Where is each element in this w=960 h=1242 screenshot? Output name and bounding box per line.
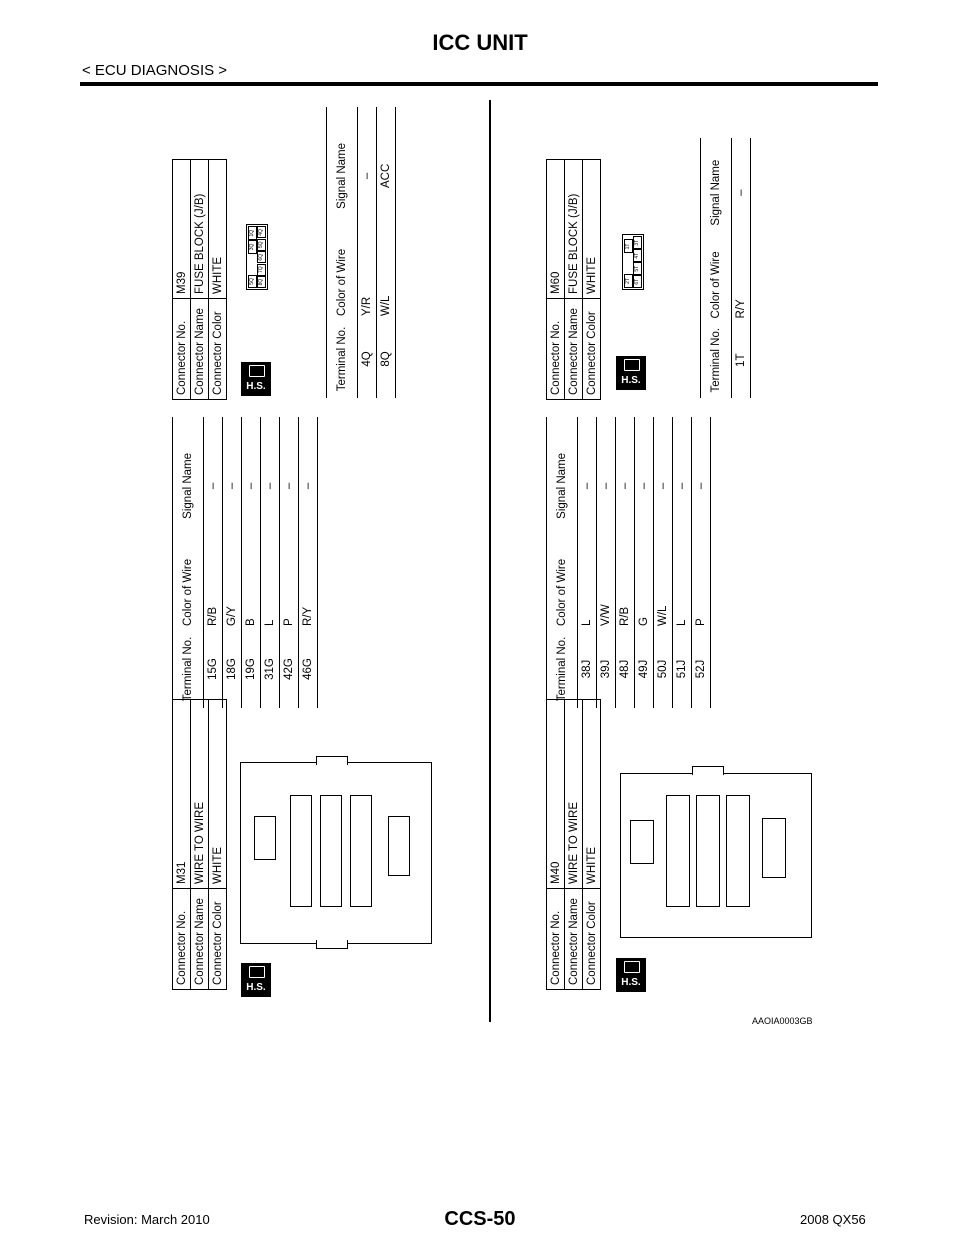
figure-code: AAOIA0003GB — [752, 1016, 813, 1026]
m39-col-wire: Color of Wire — [327, 245, 358, 320]
table-row: 46G R/Y – — [299, 417, 318, 708]
m40-connector-no: M40 — [547, 700, 565, 889]
m39-no-label: Connector No. — [173, 299, 191, 400]
m40-info-block — [546, 699, 601, 990]
m60-terminal-table — [700, 138, 751, 398]
m39-color-label: Connector Color — [209, 299, 227, 400]
table-row: 42G P – — [280, 417, 299, 708]
m40-harness-side-icon: H.S. — [616, 958, 646, 992]
table-row: 8Q W/L ACC — [377, 107, 396, 398]
m40-pin-group-4 — [726, 795, 750, 907]
table-row: 38J L – — [578, 417, 597, 708]
m40-connector-name: WIRE TO WIRE — [565, 700, 583, 889]
m60-terminal-table-block — [700, 138, 751, 398]
m39-pin: 3Q — [248, 240, 257, 253]
m31-harness-side-icon: H.S. — [241, 963, 271, 997]
m39-connector-name: FUSE BLOCK (J/B) — [191, 160, 209, 299]
m60-pin: 3T — [633, 237, 642, 250]
m40-name-label: Connector Name — [565, 889, 583, 990]
m60-pin: 2T — [624, 274, 633, 288]
table-row: 1T R/Y – — [732, 138, 751, 398]
table-row: 49J G – — [635, 417, 654, 708]
m60-name-label: Connector Name — [565, 299, 583, 400]
m39-terminal-table — [326, 107, 396, 398]
m40-col-wire: Color of Wire — [547, 555, 578, 630]
m31-name-label: Connector Name — [191, 889, 209, 990]
vehicle-model: 2008 QX56 — [800, 1212, 866, 1227]
m31-pin-group-4 — [350, 795, 372, 907]
m31-info-block — [172, 699, 227, 990]
table-row: 15G R/B – — [204, 417, 223, 708]
m39-pin: 4Q — [257, 226, 266, 238]
m39-pin: 6Q — [257, 251, 266, 263]
table-row: 19G B – — [242, 417, 261, 708]
m60-info-block — [546, 159, 601, 400]
m39-info-block — [172, 159, 227, 400]
m31-connector-latch — [316, 756, 348, 765]
header-rule — [80, 82, 878, 86]
m39-terminal-table-block — [326, 107, 396, 398]
m40-color-label: Connector Color — [583, 889, 601, 990]
m40-no-label: Connector No. — [547, 889, 565, 990]
m40-col-terminal: Terminal No. — [547, 630, 578, 708]
m31-pin-group-1 — [254, 816, 276, 860]
m60-col-terminal: Terminal No. — [701, 322, 732, 398]
m31-pin-group-5 — [388, 816, 410, 876]
m40-pin-group-2 — [666, 795, 690, 907]
m31-pin-group-3 — [320, 795, 342, 907]
m31-col-signal: Signal Name — [173, 417, 204, 555]
m31-color-label: Connector Color — [209, 889, 227, 990]
m60-col-wire: Color of Wire — [701, 247, 732, 322]
m40-terminal-table-block — [546, 417, 711, 708]
table-row: 50J W/L – — [654, 417, 673, 708]
m60-pin: 5T — [633, 263, 642, 276]
m60-color-label: Connector Color — [583, 299, 601, 400]
m39-pin: 1Q — [248, 226, 257, 239]
m39-pin: 8Q — [257, 276, 266, 288]
m31-no-label: Connector No. — [173, 889, 191, 990]
m40-pin-group-3 — [696, 795, 720, 907]
m60-no-label: Connector No. — [547, 299, 565, 400]
m60-harness-side-icon: H.S. — [616, 356, 646, 390]
m31-pin-group-2 — [290, 795, 312, 907]
m60-pin: 4T — [633, 250, 642, 263]
m31-info-table — [172, 699, 227, 990]
revision-date: Revision: March 2010 — [84, 1212, 210, 1227]
m39-col-terminal: Terminal No. — [327, 320, 358, 398]
m60-col-signal: Signal Name — [701, 138, 732, 247]
m60-pin: 6T — [633, 276, 642, 289]
m31-connector-name: WIRE TO WIRE — [191, 700, 209, 889]
table-row: 4Q Y/R – — [358, 107, 377, 398]
m60-connector-name: FUSE BLOCK (J/B) — [565, 160, 583, 299]
m39-pin: 7Q — [257, 264, 266, 276]
m39-connector-no: M39 — [173, 160, 191, 299]
m39-harness-side-icon: H.S. — [241, 362, 271, 396]
m31-connector-color: WHITE — [209, 700, 227, 889]
table-row: 39J V/W – — [597, 417, 616, 708]
table-row: 18G G/Y – — [223, 417, 242, 708]
page-number: CCS-50 — [444, 1208, 516, 1230]
table-row: 31G L – — [261, 417, 280, 708]
m39-pin: 5Q — [257, 239, 266, 251]
m60-pin: 1T — [624, 240, 633, 254]
m31-terminal-table-block — [172, 417, 318, 708]
m31-col-wire: Color of Wire — [173, 555, 204, 630]
m40-col-signal: Signal Name — [547, 417, 578, 555]
m39-connector-face — [246, 224, 268, 290]
m40-connector-color: WHITE — [583, 700, 601, 889]
m31-connector-latch-bottom — [316, 940, 348, 949]
page-title: ICC UNIT — [432, 30, 528, 55]
m40-pin-group-5 — [762, 818, 786, 878]
m31-terminal-table — [172, 417, 318, 708]
m60-connector-color: WHITE — [583, 160, 601, 299]
m39-name-label: Connector Name — [191, 299, 209, 400]
m39-pin: 5Q — [248, 275, 257, 288]
m31-col-terminal: Terminal No. — [173, 630, 204, 708]
table-row: 51J L – — [673, 417, 692, 708]
m40-pin-group-1 — [630, 820, 654, 864]
center-divider — [489, 100, 491, 1022]
m60-info-table — [546, 159, 601, 400]
table-row: 52J P – — [692, 417, 711, 708]
breadcrumb: < ECU DIAGNOSIS > — [82, 62, 228, 79]
m60-connector-face — [622, 234, 644, 290]
table-row: 48J R/B – — [616, 417, 635, 708]
m60-connector-no: M60 — [547, 160, 565, 299]
m39-info-table — [172, 159, 227, 400]
m40-info-table — [546, 699, 601, 990]
m39-connector-color: WHITE — [209, 160, 227, 299]
m40-terminal-table — [546, 417, 711, 708]
m31-connector-no: M31 — [173, 700, 191, 889]
m40-connector-latch — [692, 766, 724, 775]
m39-col-signal: Signal Name — [327, 107, 358, 245]
